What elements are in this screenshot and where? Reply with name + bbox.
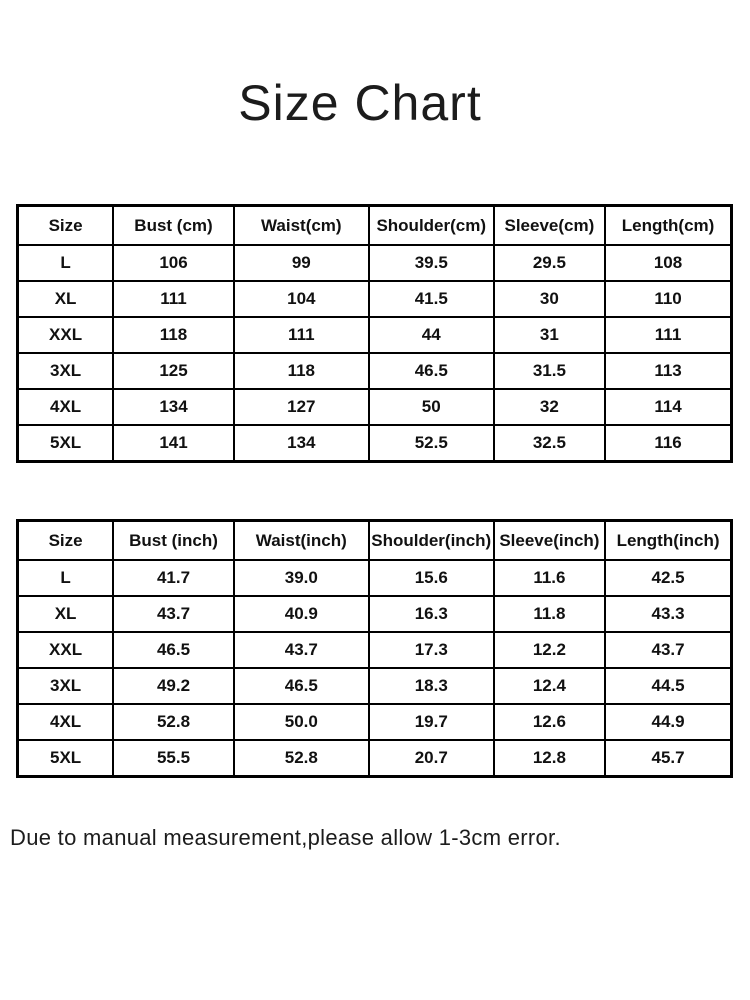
measurement-value-cell: 31 [494,317,605,353]
table-row [18,425,732,462]
measurement-value-cell: 49.2 [113,668,234,704]
measurement-value-cell: 44.9 [605,704,731,740]
measurement-value-cell: 43.7 [234,632,369,668]
size-label-cell: 5XL [18,425,114,462]
size-label-cell: 3XL [18,668,114,704]
header-row [18,206,732,246]
measurement-note: Due to manual measurement,please allow 1-3cm error. [10,825,561,850]
measurement-value-cell: 11.6 [494,560,605,596]
column-header: Sleeve(inch) [494,521,605,561]
measurement-value-cell: 118 [113,317,234,353]
table-row [18,704,732,740]
measurement-value-cell: 99 [234,245,369,281]
measurement-value-cell: 111 [234,317,369,353]
column-header: Length(cm) [605,206,731,246]
measurement-value-cell: 32.5 [494,425,605,462]
table-row [18,389,732,425]
size-label-cell: XL [18,281,114,317]
measurement-value-cell: 32 [494,389,605,425]
measurement-value-cell: 46.5 [234,668,369,704]
column-header: Shoulder(cm) [369,206,494,246]
size-label-cell: 4XL [18,704,114,740]
measurement-value-cell: 52.8 [113,704,234,740]
table-row [18,668,732,704]
measurement-value-cell: 125 [113,353,234,389]
column-header: Bust (inch) [113,521,234,561]
measurement-value-cell: 17.3 [369,632,494,668]
size-table-inch [16,519,733,778]
measurement-value-cell: 29.5 [494,245,605,281]
measurement-value-cell: 43.3 [605,596,731,632]
measurement-value-cell: 15.6 [369,560,494,596]
column-header: Bust (cm) [113,206,234,246]
measurement-value-cell: 141 [113,425,234,462]
measurement-value-cell: 39.5 [369,245,494,281]
measurement-value-cell: 41.7 [113,560,234,596]
table-row [18,596,732,632]
measurement-value-cell: 113 [605,353,731,389]
measurement-value-cell: 12.4 [494,668,605,704]
size-label-cell: XXL [18,317,114,353]
column-header: Length(inch) [605,521,731,561]
measurement-value-cell: 12.6 [494,704,605,740]
size-label-cell: XL [18,596,114,632]
measurement-value-cell: 111 [113,281,234,317]
measurement-value-cell: 50.0 [234,704,369,740]
measurement-value-cell: 44.5 [605,668,731,704]
measurement-value-cell: 12.2 [494,632,605,668]
measurement-value-cell: 40.9 [234,596,369,632]
measurement-value-cell: 118 [234,353,369,389]
measurement-value-cell: 46.5 [113,632,234,668]
size-label-cell: L [18,245,114,281]
measurement-value-cell: 114 [605,389,731,425]
measurement-value-cell: 46.5 [369,353,494,389]
size-label-cell: L [18,560,114,596]
measurement-value-cell: 44 [369,317,494,353]
table-row [18,281,732,317]
measurement-value-cell: 39.0 [234,560,369,596]
measurement-value-cell: 20.7 [369,740,494,777]
table-row [18,740,732,777]
measurement-value-cell: 52.5 [369,425,494,462]
measurement-value-cell: 134 [113,389,234,425]
table-row [18,560,732,596]
measurement-value-cell: 55.5 [113,740,234,777]
measurement-value-cell: 41.5 [369,281,494,317]
size-label-cell: 5XL [18,740,114,777]
measurement-value-cell: 134 [234,425,369,462]
table-row [18,317,732,353]
size-table-cm [16,204,733,463]
measurement-value-cell: 30 [494,281,605,317]
measurement-value-cell: 31.5 [494,353,605,389]
column-header: Shoulder(inch) [369,521,494,561]
column-header: Size [18,206,114,246]
table-row [18,353,732,389]
measurement-value-cell: 12.8 [494,740,605,777]
table-row [18,632,732,668]
column-header: Size [18,521,114,561]
measurement-value-cell: 110 [605,281,731,317]
measurement-value-cell: 127 [234,389,369,425]
size-label-cell: 3XL [18,353,114,389]
measurement-value-cell: 108 [605,245,731,281]
column-header: Sleeve(cm) [494,206,605,246]
measurement-value-cell: 42.5 [605,560,731,596]
table-row [18,245,732,281]
page-title: Size Chart [238,75,482,131]
measurement-value-cell: 18.3 [369,668,494,704]
measurement-value-cell: 19.7 [369,704,494,740]
measurement-value-cell: 16.3 [369,596,494,632]
header-row [18,521,732,561]
size-label-cell: 4XL [18,389,114,425]
column-header: Waist(cm) [234,206,369,246]
measurement-value-cell: 104 [234,281,369,317]
measurement-value-cell: 52.8 [234,740,369,777]
measurement-value-cell: 43.7 [113,596,234,632]
measurement-value-cell: 43.7 [605,632,731,668]
size-label-cell: XXL [18,632,114,668]
measurement-value-cell: 116 [605,425,731,462]
measurement-value-cell: 11.8 [494,596,605,632]
measurement-value-cell: 45.7 [605,740,731,777]
measurement-value-cell: 106 [113,245,234,281]
measurement-value-cell: 111 [605,317,731,353]
column-header: Waist(inch) [234,521,369,561]
measurement-value-cell: 50 [369,389,494,425]
